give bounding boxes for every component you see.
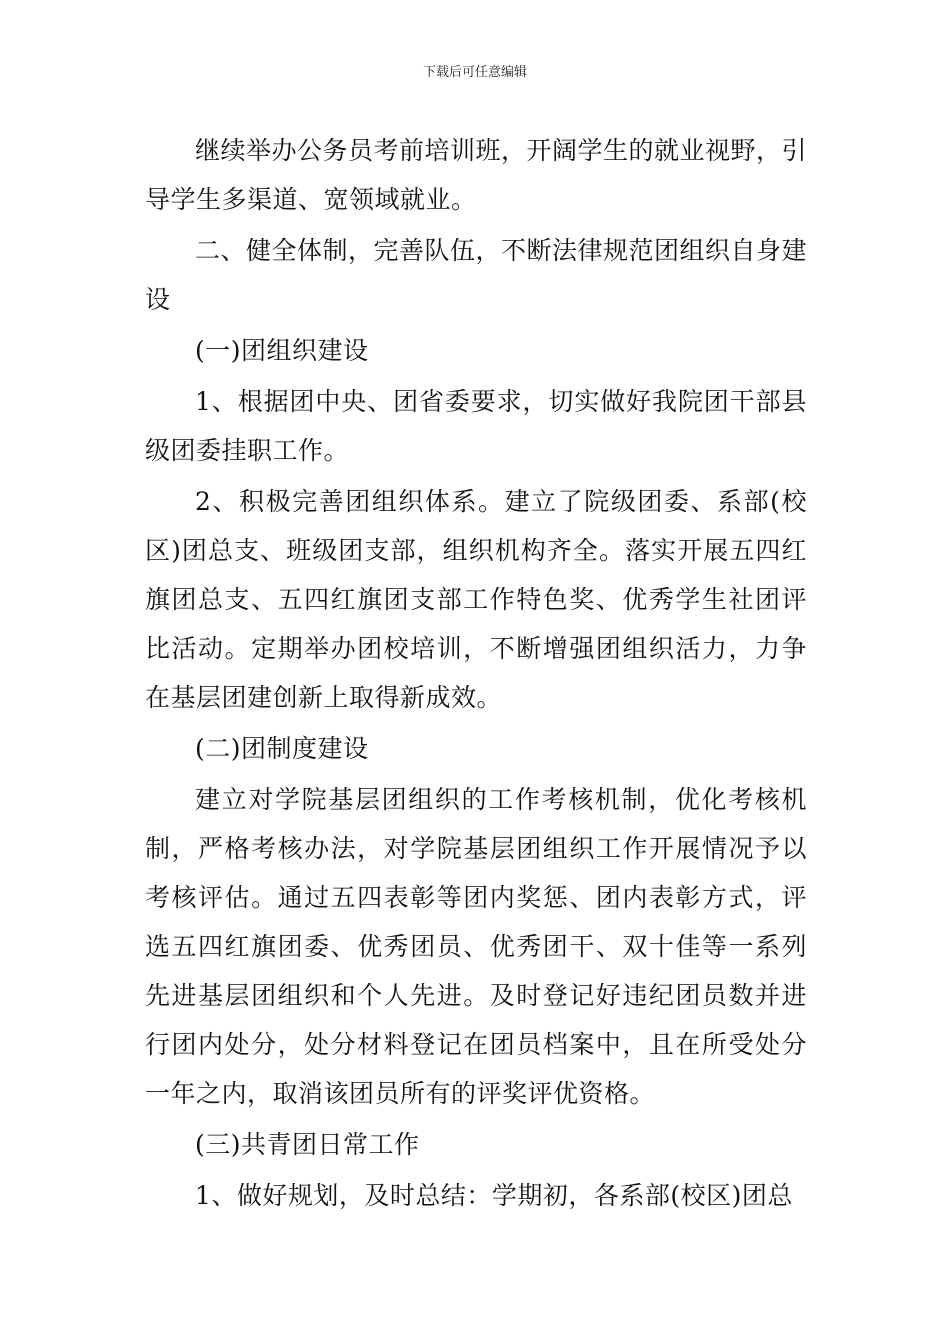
subsection-heading-1: (一)团组织建设 (195, 336, 369, 365)
paragraph-item-2: 2、积极完善团组织体系。建立了院级团委、系部(校区)团总支、班级团支部，组织机构齐全。落实开展五四红旗团总支、五四红旗团支部工作特色奖、优秀学生社团评比活动。定期举办团校培训，不断增强团组织活力，力争在基层团建创新上取得新成效。 (145, 487, 807, 712)
paragraph-item-1: 1、根据团中央、团省委要求，切实做好我院团干部县级团委挂职工作。 (145, 387, 807, 465)
subsection-heading-3: (三)共青团日常工作 (195, 1130, 420, 1159)
section-heading-2: 二、健全体制，完善队伍，不断法律规范团组织自身建设 (145, 236, 808, 314)
subsection-heading-2: (二)团制度建设 (195, 734, 369, 763)
paragraph-planning: 1、做好规划，及时总结：学期初，各系部(校区)团总 (195, 1181, 793, 1210)
paragraph-system-building: 建立对学院基层团组织的工作考核机制，优化考核机制，严格考核办法，对学院基层团组织工作开展情况予以考核评估。通过五四表彰等团内奖惩、团内表彰方式，评选五四红旗团委、优秀团员、优秀团干、双十佳等一系列先进基层团组织和个人先进。及时登记好违纪团员数并进行团内处分，处分材料登记在团员档案中，且在所受处分一年之内，取消该团员所有的评奖评优资格。 (145, 785, 807, 1108)
document-body (145, 126, 807, 1222)
paragraph-employment: 继续举办公务员考前培训班，开阔学生的就业视野，引导学生多渠道、宽领域就业。 (145, 136, 808, 214)
page-header-note: 下载后可任意编辑 (422, 65, 527, 80)
